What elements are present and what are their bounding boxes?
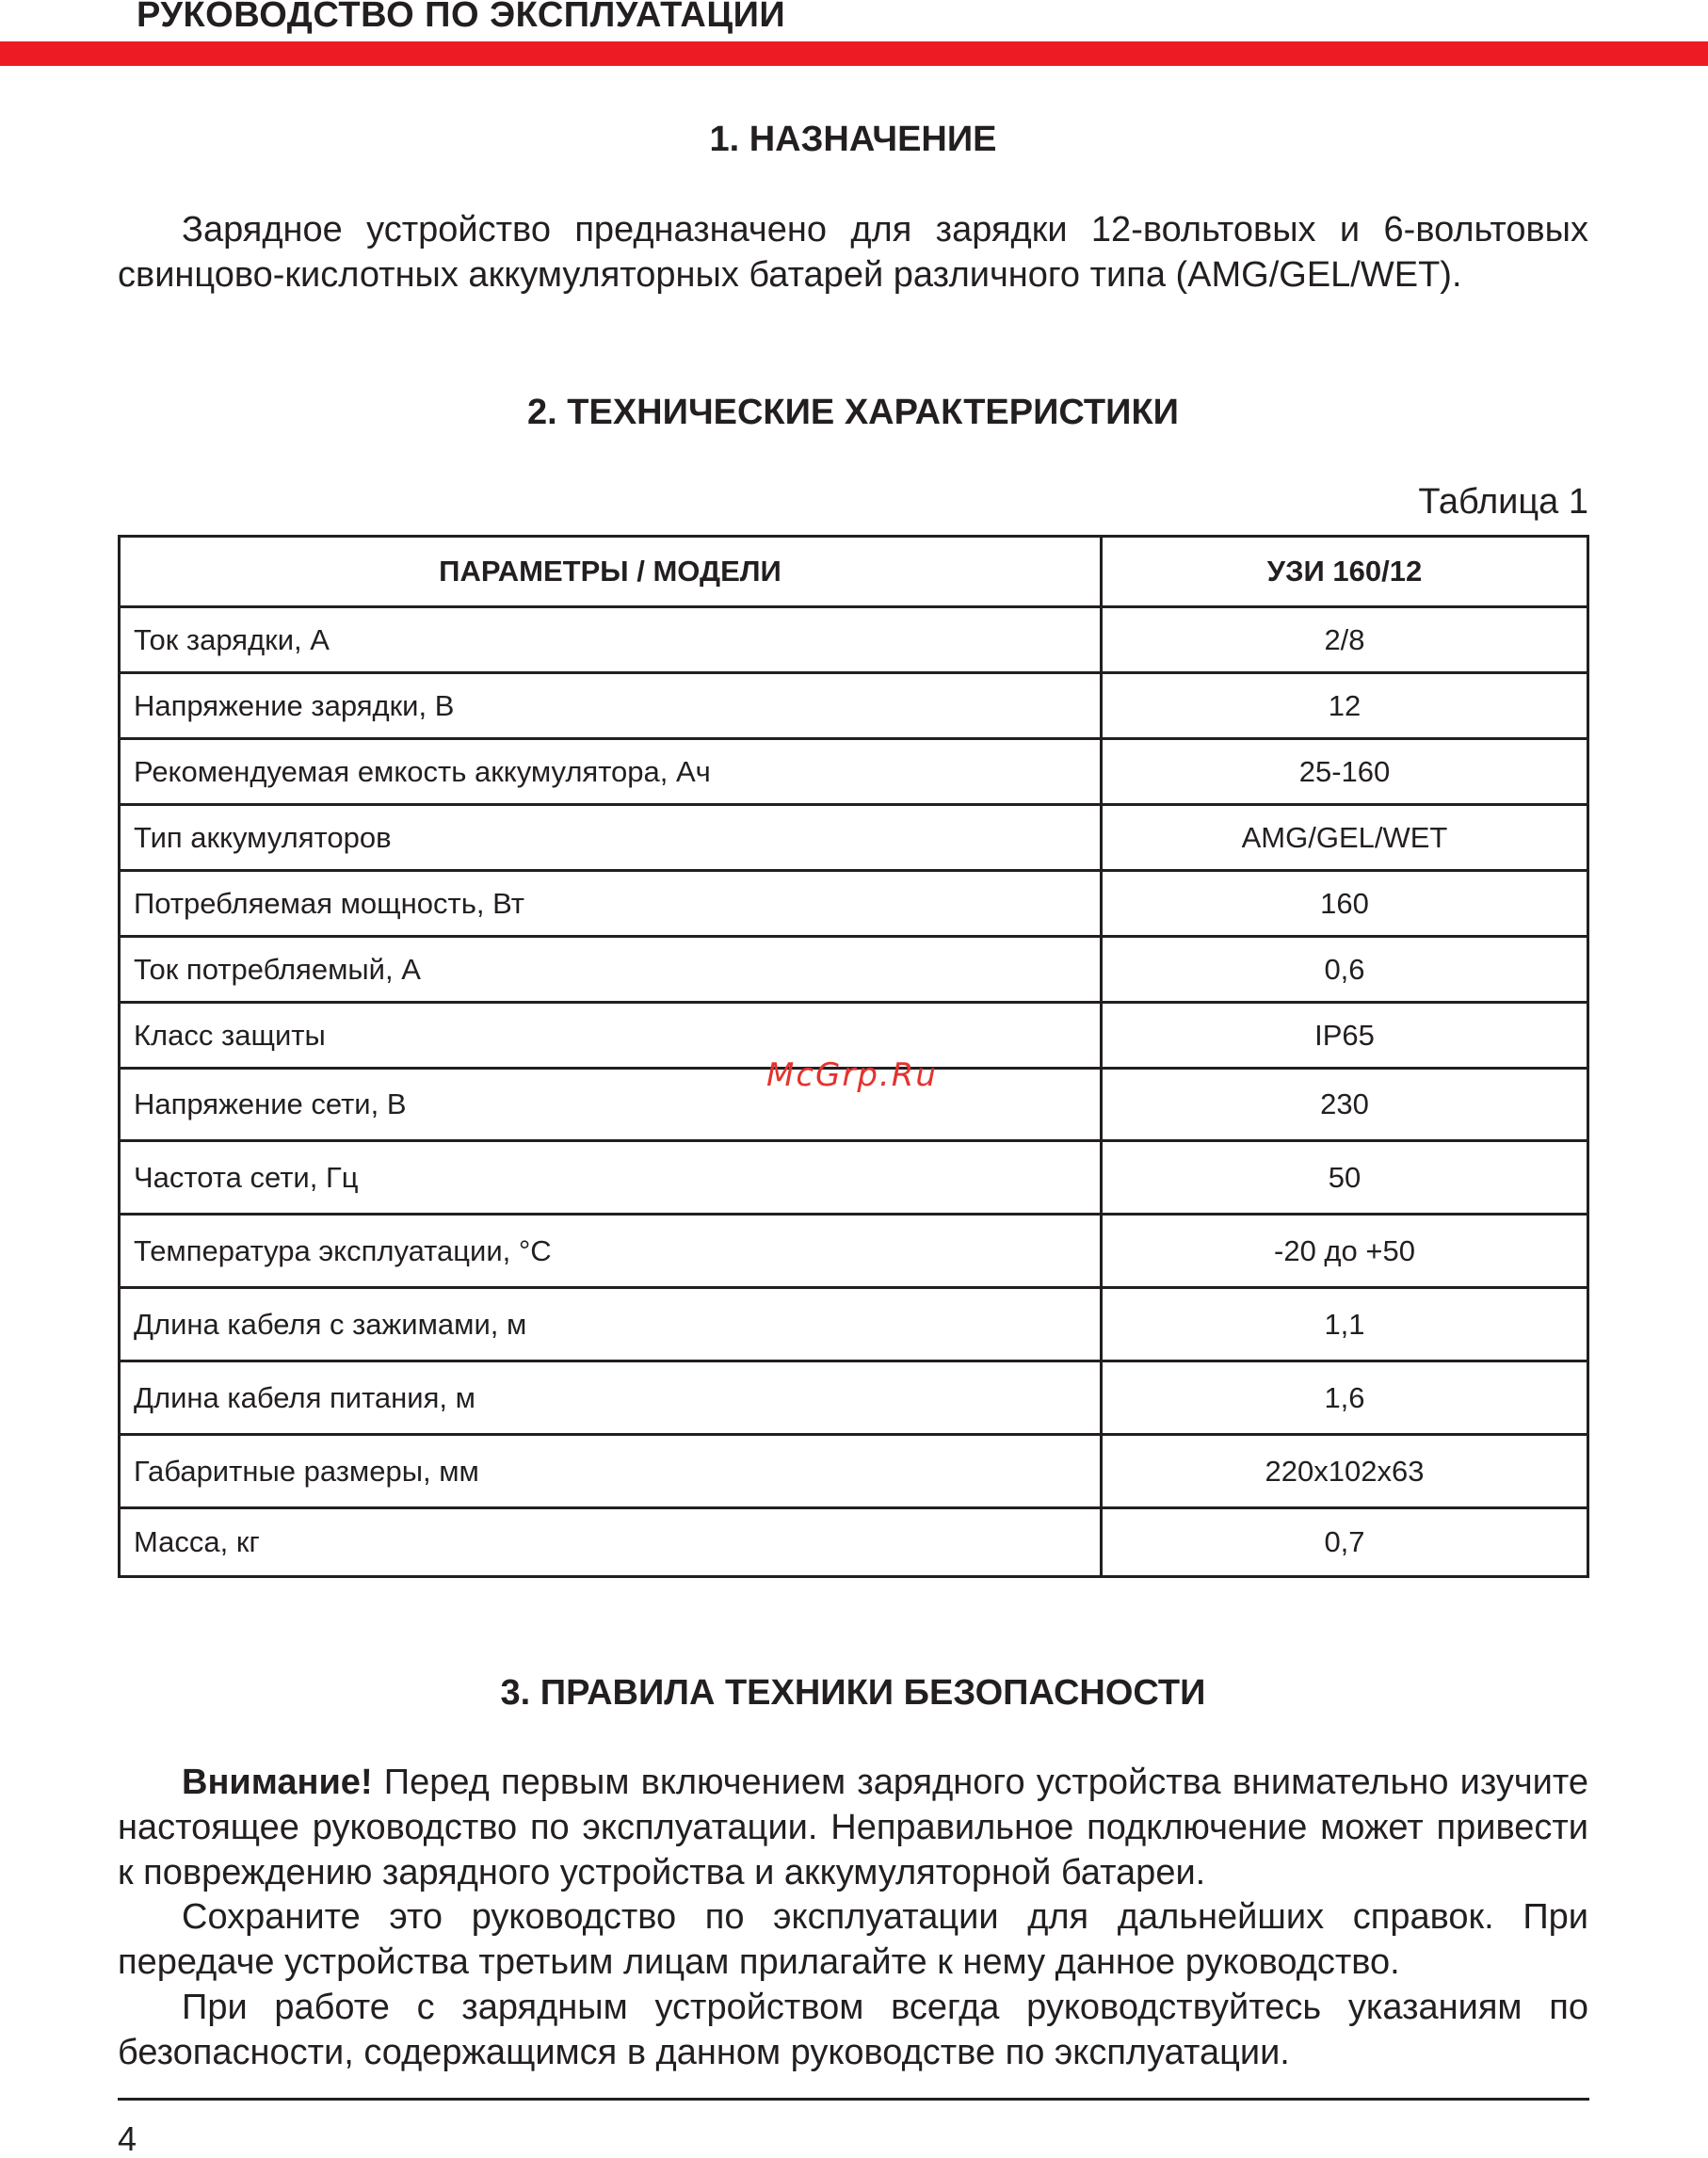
table-row xyxy=(120,805,1588,871)
page-number: 4 xyxy=(118,2119,137,2158)
table-header-row xyxy=(120,537,1588,607)
section-title-specs: 2. ТЕХНИЧЕСКИЕ ХАРАКТЕРИСТИКИ xyxy=(527,393,1179,432)
row-value: 1,1 xyxy=(1102,1288,1588,1361)
section-title-safety: 3. ПРАВИЛА ТЕХНИКИ БЕЗОПАСНОСТИ xyxy=(500,1673,1206,1713)
row-param: Масса, кг xyxy=(120,1508,1102,1577)
row-value: 230 xyxy=(1102,1069,1588,1141)
row-param: Ток зарядки, А xyxy=(120,607,1102,673)
row-value: 0,7 xyxy=(1102,1508,1588,1577)
row-value: 160 xyxy=(1102,871,1588,937)
warning-text: Перед первым включением зарядного устройства внимательно изучите настоящее руководство по эксплуатации. Неправильное подключение может привести к повреждению зарядного устройства и аккумуляторной батареи. xyxy=(118,1763,1588,1892)
table-row xyxy=(120,1361,1588,1435)
row-param: Потребляемая мощность, Вт xyxy=(120,871,1102,937)
safety-paragraph-instructions: При работе с зарядным устройством всегда руководствуйтесь указаниям по безопасности, содержащимся в данном руководстве по эксплуатации. xyxy=(118,1988,1588,2072)
row-param: Класс защиты xyxy=(120,1003,1102,1069)
safety-paragraph-keep-manual: Сохраните это руководство по эксплуатации для дальнейших справок. При передаче устройства третьим лицам прилагайте к нему данное руководство. xyxy=(118,1897,1588,1982)
table-row xyxy=(120,937,1588,1003)
row-value: IP65 xyxy=(1102,1003,1588,1069)
section-title-purpose: 1. НАЗНАЧЕНИЕ xyxy=(709,120,997,159)
row-param: Напряжение зарядки, В xyxy=(120,673,1102,739)
row-param: Рекомендуемая емкость аккумулятора, Ач xyxy=(120,739,1102,805)
row-value: 0,6 xyxy=(1102,937,1588,1003)
row-value: 1,6 xyxy=(1102,1361,1588,1435)
table-row xyxy=(120,739,1588,805)
row-param: Температура эксплуатации, °С xyxy=(120,1215,1102,1288)
footer-rule xyxy=(118,2098,1589,2101)
row-param: Длина кабеля с зажимами, м xyxy=(120,1288,1102,1361)
row-value: 220x102x63 xyxy=(1102,1435,1588,1508)
table-row xyxy=(120,1215,1588,1288)
watermark: McGrp.Ru xyxy=(766,1056,938,1094)
warning-label: Внимание! xyxy=(182,1763,373,1802)
table-row xyxy=(120,1508,1588,1577)
document-header-title: РУКОВОДСТВО ПО ЭКСПЛУАТАЦИИ xyxy=(137,0,786,35)
row-value: AMG/GEL/WET xyxy=(1102,805,1588,871)
row-param: Напряжение сети, В xyxy=(120,1069,1102,1141)
table-row xyxy=(120,1435,1588,1508)
table-header-model: УЗИ 160/12 xyxy=(1102,537,1588,607)
row-param: Ток потребляемый, А xyxy=(120,937,1102,1003)
row-param: Длина кабеля питания, м xyxy=(120,1361,1102,1435)
purpose-paragraph: Зарядное устройство предназначено для зарядки 12-вольтовых и 6-вольтовых свинцово-кислотных аккумуляторных батарей различного типа (AMG/GEL/WET). xyxy=(118,210,1588,295)
table-row xyxy=(120,607,1588,673)
safety-warning-paragraph xyxy=(118,1760,1588,1895)
row-value: 2/8 xyxy=(1102,607,1588,673)
table-row xyxy=(120,673,1588,739)
row-param: Тип аккумуляторов xyxy=(120,805,1102,871)
row-value: -20 до +50 xyxy=(1102,1215,1588,1288)
row-value: 50 xyxy=(1102,1141,1588,1215)
table-row xyxy=(120,1288,1588,1361)
table-row xyxy=(120,1141,1588,1215)
header-red-bar xyxy=(0,41,1708,66)
row-param: Габаритные размеры, мм xyxy=(120,1435,1102,1508)
row-param: Частота сети, Гц xyxy=(120,1141,1102,1215)
table-header-params: ПАРАМЕТРЫ / МОДЕЛИ xyxy=(120,537,1102,607)
table-caption: Таблица 1 xyxy=(1418,482,1588,522)
row-value: 12 xyxy=(1102,673,1588,739)
row-value: 25-160 xyxy=(1102,739,1588,805)
table-row xyxy=(120,871,1588,937)
